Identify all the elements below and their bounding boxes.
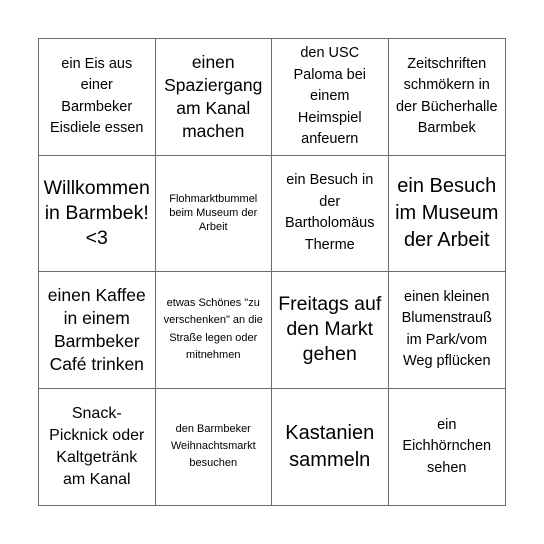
bingo-cell-r2c4[interactable] [389,156,506,273]
bingo-cell-r1c1[interactable] [39,39,156,156]
bingo-cell-text: Flohmarktbummel beim Museum der Arbeit [169,193,258,234]
bingo-cell-text: ein Eichhörnchen sehen [402,416,492,476]
bingo-cell-r2c1[interactable] [39,156,156,273]
bingo-cell-r3c1[interactable] [39,272,156,389]
bingo-cell-text: den USC Paloma bei einem Heimspiel anfeuern [293,45,367,147]
bingo-cell-text: einen Kaffee in einem Barmbeker Café trinken [47,284,146,374]
bingo-cell-r2c2[interactable] [156,156,273,273]
bingo-cell-text: ein Besuch im Museum der Arbeit [395,174,499,251]
bingo-cell-text: einen Spaziergang am Kanal machen [164,51,263,141]
bingo-cell-r4c2[interactable] [156,389,273,506]
bingo-cell-text: den Barmbeker Weihnachtsmarkt besuchen [170,423,256,470]
bingo-cell-r4c3[interactable] [272,389,389,506]
bingo-cell-text: etwas Schönes "zu verschenken" an die Straße legen oder mitnehmen [163,296,263,362]
bingo-board [38,38,506,506]
bingo-cell-r4c4[interactable] [389,389,506,506]
bingo-cell-r2c3[interactable] [272,156,389,273]
bingo-cell-text: Freitags auf den Markt gehen [278,293,382,366]
bingo-cell-r3c4[interactable] [389,272,506,389]
bingo-cell-r1c4[interactable] [389,39,506,156]
bingo-cell-r4c1[interactable] [39,389,156,506]
bingo-cell-text: ein Eis aus einer Barmbeker Eisdiele essen [50,55,144,137]
bingo-cell-text: Willkommen in Barmbek! <3 [43,176,150,249]
bingo-cell-text: einen kleinen Blumenstrauß im Park/vom Weg pflücken [401,288,492,370]
bingo-cell-text: Snack-Picknick oder Kaltgetränk am Kanal [49,404,145,488]
bingo-cell-text: Kastanien sammeln [285,421,375,471]
bingo-cell-text: ein Besuch in der Bartholomäus Therme [285,172,375,253]
bingo-cell-text: Zeitschriften schmökern in der Bücherhalle Barmbek [395,55,498,137]
bingo-cell-r1c3[interactable] [272,39,389,156]
bingo-cell-r1c2[interactable] [156,39,273,156]
bingo-cell-r3c2[interactable] [156,272,273,389]
bingo-cell-r3c3[interactable] [272,272,389,389]
